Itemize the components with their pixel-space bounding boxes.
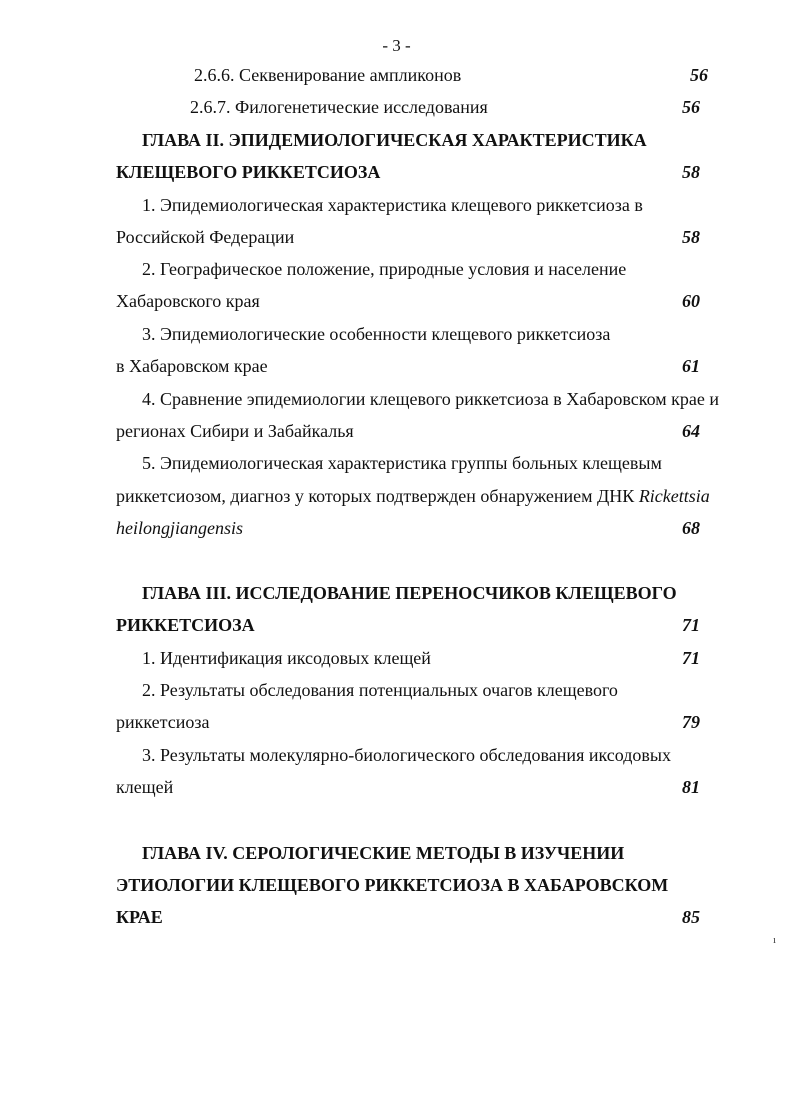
toc-entry-2-5-line-3: heilongjiangensis bbox=[116, 518, 243, 538]
toc-page-2-3: 61 bbox=[682, 356, 700, 376]
toc-entry-2-5-line-1: 5. Эпидемиологическая характеристика группы больных клещевым bbox=[142, 453, 662, 473]
toc-entry-2-5-line-2-italic: Rickettsia bbox=[638, 486, 710, 506]
toc-entry-2-4-line-2: регионах Сибири и Забайкалья bbox=[116, 421, 354, 441]
chapter-4-title-line-2: ЭТИОЛОГИИ КЛЕЩЕВОГО РИККЕТСИОЗА В ХАБАРОВСКОМ bbox=[116, 875, 669, 895]
toc-entry-2-5-line-2 bbox=[116, 485, 710, 507]
toc-entry-2-2-line-2: Хабаровского края bbox=[116, 291, 260, 311]
toc-entry-2-6-7: 2.6.7. Филогенетические исследования bbox=[190, 97, 488, 117]
toc-entry-2-1-line-2: Российской Федерации bbox=[116, 227, 295, 247]
toc-entry-3-3-line-1: 3. Результаты молекулярно-биологического обследования иксодовых bbox=[142, 745, 671, 765]
toc-entry-2-5-line-2-text: риккетсиозом, диагноз у которых подтвержден обнаружением ДНК bbox=[116, 486, 639, 506]
chapter-2-title-line-2: КЛЕЩЕВОГО РИККЕТСИОЗА bbox=[116, 162, 381, 182]
toc-entry-3-2-line-2: риккетсиоза bbox=[116, 712, 210, 732]
toc-page-2-4: 64 bbox=[682, 421, 700, 441]
chapter-2-page: 58 bbox=[682, 162, 700, 182]
toc-page-2-1: 58 bbox=[682, 227, 700, 247]
chapter-3-page: 71 bbox=[682, 615, 700, 635]
toc-entry-3-2-line-1: 2. Результаты обследования потенциальных очагов клещевого bbox=[142, 680, 618, 700]
toc-entry-3-3-line-2: клещей bbox=[116, 777, 174, 797]
chapter-4-page: 85 bbox=[682, 907, 700, 927]
toc-page-3-1: 71 bbox=[682, 648, 700, 668]
toc-page-3-2: 79 bbox=[682, 712, 700, 732]
chapter-3-title-line-2: РИККЕТСИОЗА bbox=[116, 615, 255, 635]
toc-entry-2-3-line-1: 3. Эпидемиологические особенности клещевого риккетсиоза bbox=[142, 324, 611, 344]
chapter-3-title-line-1: ГЛАВА III. ИССЛЕДОВАНИЕ ПЕРЕНОСЧИКОВ КЛЕЩЕВОГО bbox=[142, 583, 677, 603]
toc-entry-3-1: 1. Идентификация иксодовых клещей bbox=[142, 648, 431, 668]
toc-entry-2-3-line-2: в Хабаровском крае bbox=[116, 356, 268, 376]
margin-mark: ı bbox=[773, 934, 777, 946]
toc-entry-2-1-line-1: 1. Эпидемиологическая характеристика клещевого риккетсиоза в bbox=[142, 195, 643, 215]
toc-entry-2-6-6: 2.6.6. Секвенирование ампликонов bbox=[194, 65, 462, 85]
chapter-4-title-line-3: КРАЕ bbox=[116, 907, 163, 927]
toc-page-2-6-7: 56 bbox=[682, 97, 700, 117]
page-number: - 3 - bbox=[382, 36, 411, 55]
toc-entry-2-2-line-1: 2. Географическое положение, природные условия и население bbox=[142, 259, 627, 279]
chapter-4-title-line-1: ГЛАВА IV. СЕРОЛОГИЧЕСКИЕ МЕТОДЫ В ИЗУЧЕНИИ bbox=[142, 843, 625, 863]
toc-page-3-3: 81 bbox=[682, 777, 700, 797]
toc-page-2-2: 60 bbox=[682, 291, 700, 311]
toc-entry-2-4-line-1: 4. Сравнение эпидемиологии клещевого риккетсиоза в Хабаровском крае и bbox=[142, 389, 720, 409]
chapter-2-title-line-1: ГЛАВА II. ЭПИДЕМИОЛОГИЧЕСКАЯ ХАРАКТЕРИСТИКА bbox=[142, 130, 647, 150]
toc-page-2-5: 68 bbox=[682, 518, 700, 538]
toc-page-2-6-6: 56 bbox=[690, 65, 708, 85]
